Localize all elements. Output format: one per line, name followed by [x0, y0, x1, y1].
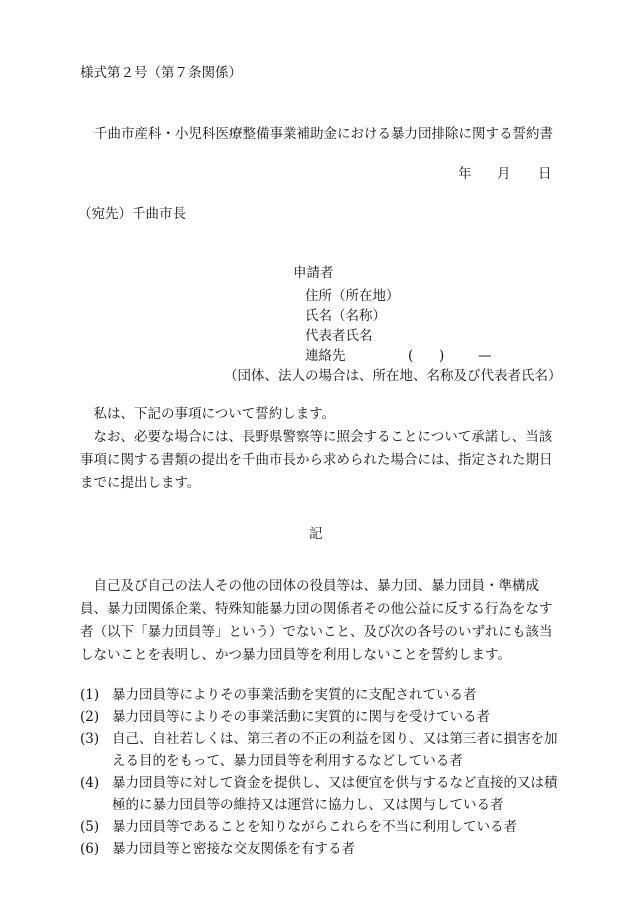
contact-dash: —	[478, 348, 492, 364]
intro-paragraph: なお、必要な場合には、長野県警察等に照会することについて承諾し、当該事項に関する書類の提出を千曲市長から求められた場合には、指定された期日までに提出します。	[80, 429, 553, 491]
item-text: 暴力団員等によりその事業活動を実質的に支配されている者	[112, 687, 477, 703]
date-day: 日	[538, 166, 552, 182]
applicant-heading: 申請者	[293, 265, 334, 281]
contact-paren-open: (	[408, 348, 414, 364]
form-number: 様式第２号（第７条関係）	[80, 65, 242, 81]
ki-heading: 記	[309, 526, 323, 542]
pledge-text: 自己及び自己の法人その他の団体の役員等は、暴力団、暴力団員・準構成員、暴力団関係企業、特殊知能暴力団の関係者その他公益に反する行為をなす者（以下「暴力団員等」という）でないこと、及び次の各号のいずれにも該当しないことを表明し、かつ暴力団員等を利用しないことを誓約します。	[80, 578, 553, 663]
list-item	[80, 816, 560, 838]
item-number: (4)	[80, 775, 100, 791]
intro-paragraphs	[80, 403, 555, 495]
item-number: (3)	[80, 731, 100, 747]
item-number: (1)	[80, 687, 100, 703]
item-text: 暴力団員等に対して資金を提供し、又は便宜を供与するなど直接的又は積極的に暴力団員等の維持又は運営に協力し、又は関与している者	[112, 775, 558, 813]
item-text: 自己、自社若しくは、第三者の不正の利益を図り、又は第三者に損害を加える目的をもって、暴力団員等を利用するなどしている者	[112, 731, 558, 769]
date-year: 年	[458, 166, 472, 182]
item-number: (5)	[80, 819, 100, 835]
addressee: （宛先）千曲市長	[78, 206, 186, 222]
item-number: (6)	[80, 841, 100, 857]
list-item	[80, 838, 560, 860]
date-month: 月	[497, 166, 511, 182]
item-text: 暴力団員等であることを知りながらこれらを不当に利用している者	[112, 819, 517, 835]
document-title: 千曲市産科・小児科医療整備事業補助金における暴力団排除に関する誓約書	[94, 126, 553, 142]
applicant-contact-label: 連絡先	[305, 348, 346, 364]
contact-paren-close: )	[439, 348, 445, 364]
item-text: 暴力団員等によりその事業活動に実質的に関与を受けている者	[112, 709, 490, 725]
list-item	[80, 706, 560, 728]
pledge-items	[80, 684, 560, 860]
applicant-note: （団体、法人の場合は、所在地、名称及び代表者氏名）	[224, 368, 562, 384]
list-item	[80, 728, 560, 772]
applicant-name-label: 氏名（名称）	[305, 308, 386, 324]
list-item	[80, 772, 560, 816]
applicant-address-label: 住所（所在地）	[305, 288, 400, 304]
applicant-representative-label: 代表者氏名	[305, 328, 373, 344]
pledge-body	[80, 575, 555, 667]
item-number: (2)	[80, 709, 100, 725]
intro-paragraph: 私は、下記の事項について誓約します。	[93, 406, 336, 422]
list-item	[80, 684, 560, 706]
item-text: 暴力団員等と密接な交友関係を有する者	[112, 841, 355, 857]
